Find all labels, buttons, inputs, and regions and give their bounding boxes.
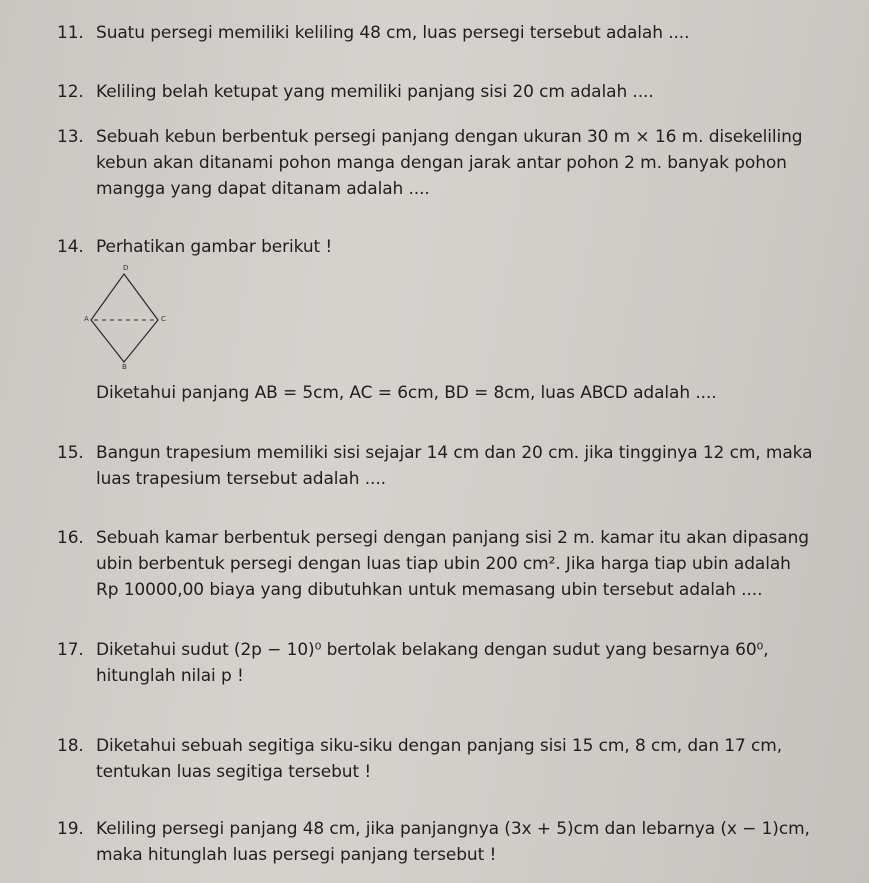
question-16 [58,525,809,603]
question-text: Suatu persegi memiliki keliling 48 cm, luas persegi tersebut adalah .... [96,23,690,43]
question-number: 17. [57,640,84,660]
question-text-line-2: ubin berbentuk persegi dengan luas tiap ubin 200 cm². Jika harga tiap ubin adalah [96,554,791,574]
question-number: 15. [57,443,84,463]
question-text-line-2: hitunglah nilai p ! [96,666,244,686]
question-number: 13. [57,127,84,147]
question-19 [58,816,810,868]
question-number: 14. [57,237,84,257]
question-text-line-1: Sebuah kamar berbentuk persegi dengan panjang sisi 2 m. kamar itu akan dipasang [96,528,809,548]
question-text-line-2: kebun akan ditanami pohon manga dengan jarak antar pohon 2 m. banyak pohon [96,153,787,173]
vertex-label-c: C [161,315,166,323]
question-text-line-1: Bangun trapesium memiliki sisi sejajar 14 cm dan 20 cm. jika tingginya 12 cm, maka [96,443,813,463]
question-text-line-1: Diketahui sudut (2p − 10)⁰ bertolak belakang dengan sudut yang besarnya 60⁰, [96,640,769,660]
question-text-line-2: tentukan luas segitiga tersebut ! [96,762,372,782]
question-text-line-3: mangga yang dapat ditanam adalah .... [96,179,430,199]
question-number: 16. [57,528,84,548]
vertex-label-b: B [122,363,127,371]
vertex-label-d: D [123,264,129,272]
question-14-prompt [58,380,717,406]
question-17 [58,637,769,689]
question-text: Keliling belah ketupat yang memiliki panjang sisi 20 cm adalah .... [96,82,654,102]
question-13 [58,124,802,202]
question-15 [58,440,812,492]
question-12 [58,79,654,105]
question-number: 18. [57,736,84,756]
question-18 [58,733,782,785]
question-number: 12. [57,82,84,102]
question-11 [58,20,689,46]
question-text-line-2: luas trapesium tersebut adalah .... [96,469,386,489]
question-number: 19. [57,819,84,839]
question-text: Perhatikan gambar berikut ! [96,237,333,257]
question-text-line-1: Keliling persegi panjang 48 cm, jika panjangnya (3x + 5)cm dan lebarnya (x − 1)cm, [96,819,810,839]
rhombus-figure [80,262,180,372]
question-text-line-1: Diketahui sebuah segitiga siku-siku dengan panjang sisi 15 cm, 8 cm, dan 17 cm, [96,736,783,756]
vertex-label-a: A [84,315,89,323]
question-14 [58,234,332,260]
question-text-line-3: Rp 10000,00 biaya yang dibutuhkan untuk memasang ubin tersebut adalah .... [96,580,763,600]
question-text-line-1: Sebuah kebun berbentuk persegi panjang dengan ukuran 30 m × 16 m. disekeliling [96,127,803,147]
question-number: 11. [57,23,84,43]
question-text: Diketahui panjang AB = 5cm, AC = 6cm, BD = 8cm, luas ABCD adalah .... [96,383,717,403]
question-text-line-2: maka hitunglah luas persegi panjang tersebut ! [96,845,497,865]
